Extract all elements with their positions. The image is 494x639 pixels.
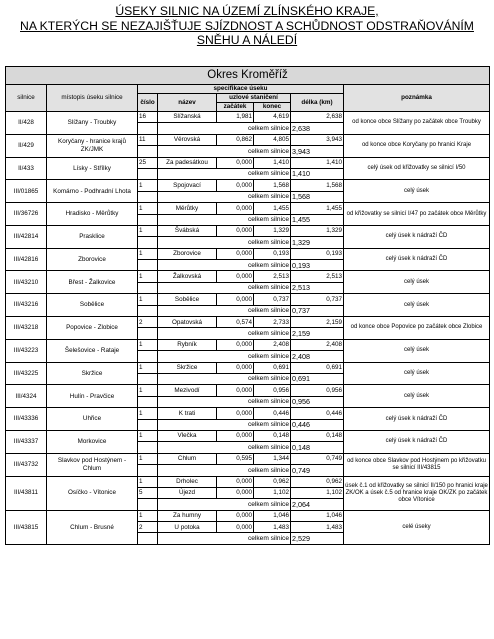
total-label: celkem silnice bbox=[158, 419, 291, 430]
segment-name: Drholec bbox=[158, 476, 217, 487]
table-row bbox=[6, 271, 490, 282]
road-total: 0,691 bbox=[291, 373, 344, 384]
road-note: od konce obce Koryčany po hranici Kraje bbox=[344, 134, 490, 157]
segment-number: 1 bbox=[138, 408, 158, 419]
segment-name: Švábská bbox=[158, 225, 217, 236]
segment-start: 0,000 bbox=[217, 203, 254, 214]
table-row bbox=[6, 248, 490, 259]
road-total: 0,749 bbox=[291, 465, 344, 476]
road-description: Skržice bbox=[47, 362, 138, 385]
table-row bbox=[6, 362, 490, 373]
segment-name: Věrovská bbox=[158, 134, 217, 145]
road-number: II/433 bbox=[6, 157, 47, 180]
segment-length: 1,410 bbox=[291, 157, 344, 168]
total-spacer bbox=[138, 373, 158, 384]
road-total: 2,529 bbox=[291, 533, 344, 544]
total-label: celkem silnice bbox=[158, 123, 291, 134]
header-row-1 bbox=[6, 85, 490, 94]
road-number: II/429 bbox=[6, 134, 47, 157]
segment-end: 1,410 bbox=[254, 157, 291, 168]
segment-name: Zborovice bbox=[158, 248, 217, 259]
road-description: Břest - Žalkovice bbox=[47, 271, 138, 294]
segment-name: U potoka bbox=[158, 522, 217, 533]
road-total: 1,455 bbox=[291, 214, 344, 225]
segment-name: Měrůtky bbox=[158, 203, 217, 214]
road-total: 3,943 bbox=[291, 146, 344, 157]
col-header-nazev: název bbox=[158, 94, 217, 112]
segment-end: 0,446 bbox=[254, 408, 291, 419]
table-row bbox=[6, 430, 490, 441]
road-note: celý úsek bbox=[344, 271, 490, 294]
segment-start: 0,000 bbox=[217, 271, 254, 282]
table-row bbox=[6, 294, 490, 305]
total-spacer bbox=[138, 465, 158, 476]
table-row bbox=[6, 339, 490, 350]
total-label: celkem silnice bbox=[158, 214, 291, 225]
segment-name: Slížanská bbox=[158, 112, 217, 123]
road-total: 0,446 bbox=[291, 419, 344, 430]
total-spacer bbox=[138, 419, 158, 430]
segment-number: 1 bbox=[138, 271, 158, 282]
segment-start: 0,000 bbox=[217, 522, 254, 533]
road-description: Slížany - Troubky bbox=[47, 112, 138, 135]
road-number: III/43210 bbox=[6, 271, 47, 294]
total-label: celkem silnice bbox=[158, 305, 291, 316]
segment-number: 1 bbox=[138, 339, 158, 350]
road-number: III/01865 bbox=[6, 180, 47, 203]
road-note: celý úsek k nádraží ČD bbox=[344, 225, 490, 248]
road-note: od křižovatky se silnicí I/47 po začátek obce Měrůtky bbox=[344, 203, 490, 226]
segment-length: 0,148 bbox=[291, 430, 344, 441]
segment-start: 0,000 bbox=[217, 510, 254, 521]
road-total: 1,568 bbox=[291, 191, 344, 202]
road-number: II/428 bbox=[6, 112, 47, 135]
segment-length: 2,159 bbox=[291, 317, 344, 328]
segment-length: 0,446 bbox=[291, 408, 344, 419]
total-spacer bbox=[138, 282, 158, 293]
col-header-specifikace: specifikace úseku bbox=[138, 85, 344, 94]
table-row bbox=[6, 317, 490, 328]
total-label: celkem silnice bbox=[158, 465, 291, 476]
segment-number: 16 bbox=[138, 112, 158, 123]
road-number: III/43336 bbox=[6, 408, 47, 431]
road-total: 2,064 bbox=[291, 499, 344, 510]
segment-length: 1,102 bbox=[291, 487, 344, 498]
total-label: celkem silnice bbox=[158, 351, 291, 362]
total-label: celkem silnice bbox=[158, 237, 291, 248]
col-header-mistopis: místopis úseku silnice bbox=[47, 85, 138, 112]
total-spacer bbox=[138, 146, 158, 157]
segment-end: 4,805 bbox=[254, 134, 291, 145]
road-description: Uhřice bbox=[47, 408, 138, 431]
segment-length: 0,962 bbox=[291, 476, 344, 487]
total-spacer bbox=[138, 260, 158, 271]
table-row bbox=[6, 510, 490, 521]
total-spacer bbox=[138, 168, 158, 179]
total-label: celkem silnice bbox=[158, 499, 291, 510]
segment-start: 0,862 bbox=[217, 134, 254, 145]
road-total: 2,638 bbox=[291, 123, 344, 134]
table-row bbox=[6, 112, 490, 123]
road-note: od konce obce Popovice po začátek obce Zlobice bbox=[344, 317, 490, 340]
road-note: úsek č.1 od křižovatky se silnicí II/150 po hranici kraje ZK/OK a úsek č.5 od hranice kraje OK/ZK po začátek obce Vítonice bbox=[344, 476, 490, 510]
segment-name: Sobělice bbox=[158, 294, 217, 305]
segment-start: 0,595 bbox=[217, 453, 254, 464]
road-description: Lísky - Střílky bbox=[47, 157, 138, 180]
total-label: celkem silnice bbox=[158, 282, 291, 293]
segment-number: 5 bbox=[138, 487, 158, 498]
segment-end: 0,691 bbox=[254, 362, 291, 373]
col-header-silnice: silnice bbox=[6, 85, 47, 112]
col-header-uzlove: uzlové staničení bbox=[217, 94, 291, 103]
segment-end: 2,513 bbox=[254, 271, 291, 282]
road-note: celý úsek k nádraží ČD bbox=[344, 408, 490, 431]
road-note: od konce obce Slavkov pod Hostýnem po křižovatku se silnicí III/43815 bbox=[344, 453, 490, 476]
segment-start: 0,000 bbox=[217, 408, 254, 419]
total-spacer bbox=[138, 237, 158, 248]
segment-number: 1 bbox=[138, 203, 158, 214]
segment-length: 3,943 bbox=[291, 134, 344, 145]
segment-length: 1,329 bbox=[291, 225, 344, 236]
road-description: Chlum - Brusné bbox=[47, 510, 138, 544]
road-number: III/43223 bbox=[6, 339, 47, 362]
title-line-2: NA KTERÝCH SE NEZAJIŠŤUJE SJÍZDNOST A SCHŮDNOST ODSTRAŇOVÁNÍM bbox=[20, 18, 474, 33]
road-total: 0,193 bbox=[291, 260, 344, 271]
segment-end: 0,962 bbox=[254, 476, 291, 487]
table-row bbox=[6, 157, 490, 168]
segment-length: 2,408 bbox=[291, 339, 344, 350]
road-number: III/42816 bbox=[6, 248, 47, 271]
total-spacer bbox=[138, 328, 158, 339]
segment-start: 0,000 bbox=[217, 362, 254, 373]
segment-start: 0,000 bbox=[217, 487, 254, 498]
road-note: celý úsek bbox=[344, 362, 490, 385]
total-spacer bbox=[138, 214, 158, 225]
road-total: 0,148 bbox=[291, 442, 344, 453]
segment-end: 1,329 bbox=[254, 225, 291, 236]
segment-name: K trati bbox=[158, 408, 217, 419]
road-total: 2,513 bbox=[291, 282, 344, 293]
segment-length: 0,956 bbox=[291, 385, 344, 396]
segment-end: 1,046 bbox=[254, 510, 291, 521]
road-note: celý úsek bbox=[344, 339, 490, 362]
segment-name: Chlum bbox=[158, 453, 217, 464]
total-label: celkem silnice bbox=[158, 373, 291, 384]
road-note: celý úsek bbox=[344, 385, 490, 408]
segment-number: 1 bbox=[138, 225, 158, 236]
road-description: Hradisko - Měrůtky bbox=[47, 203, 138, 226]
segment-number: 2 bbox=[138, 317, 158, 328]
road-description: Morkovice bbox=[47, 430, 138, 453]
road-description: Hulín - Pravčice bbox=[47, 385, 138, 408]
road-total: 2,159 bbox=[291, 328, 344, 339]
total-label: celkem silnice bbox=[158, 146, 291, 157]
segment-name: Vlečka bbox=[158, 430, 217, 441]
segment-number: 1 bbox=[138, 362, 158, 373]
district-title: Okres Kroměříž bbox=[6, 67, 490, 85]
road-note: celý úsek od křižovatky se silnicí I/50 bbox=[344, 157, 490, 180]
segment-name: Spojovací bbox=[158, 180, 217, 191]
road-total: 1,329 bbox=[291, 237, 344, 248]
road-note: celý úsek k nádraží ČD bbox=[344, 248, 490, 271]
segment-start: 0,000 bbox=[217, 157, 254, 168]
segment-start: 1,981 bbox=[217, 112, 254, 123]
segment-number: 1 bbox=[138, 180, 158, 191]
segment-number: 1 bbox=[138, 476, 158, 487]
road-note: celý úsek bbox=[344, 294, 490, 317]
road-note: celý úsek k nádraží ČD bbox=[344, 430, 490, 453]
segment-start: 0,000 bbox=[217, 339, 254, 350]
road-total: 1,410 bbox=[291, 168, 344, 179]
road-description: Šelešovice - Rataje bbox=[47, 339, 138, 362]
segment-length: 1,455 bbox=[291, 203, 344, 214]
road-number: III/42814 bbox=[6, 225, 47, 248]
segment-end: 1,483 bbox=[254, 522, 291, 533]
col-header-poznamka: poznámka bbox=[344, 85, 490, 112]
col-header-zacatek: začátek bbox=[217, 103, 254, 112]
road-number: III/43811 bbox=[6, 476, 47, 510]
segment-end: 0,956 bbox=[254, 385, 291, 396]
table-row bbox=[6, 203, 490, 214]
segment-name: Opatovská bbox=[158, 317, 217, 328]
title-line-3: SNĚHU A NÁLEDÍ bbox=[196, 33, 298, 47]
segment-length: 2,638 bbox=[291, 112, 344, 123]
total-spacer bbox=[138, 191, 158, 202]
segment-start: 0,000 bbox=[217, 294, 254, 305]
segment-start: 0,000 bbox=[217, 225, 254, 236]
segment-length: 0,737 bbox=[291, 294, 344, 305]
segment-end: 2,408 bbox=[254, 339, 291, 350]
segment-end: 1,344 bbox=[254, 453, 291, 464]
table-body bbox=[6, 112, 490, 545]
segment-start: 0,000 bbox=[217, 476, 254, 487]
segment-length: 0,193 bbox=[291, 248, 344, 259]
total-spacer bbox=[138, 499, 158, 510]
total-label: celkem silnice bbox=[158, 442, 291, 453]
segment-start: 0,000 bbox=[217, 180, 254, 191]
district-header-row bbox=[6, 67, 490, 85]
segment-end: 0,148 bbox=[254, 430, 291, 441]
segment-length: 1,046 bbox=[291, 510, 344, 521]
segment-name: Za padesátkou bbox=[158, 157, 217, 168]
total-spacer bbox=[138, 351, 158, 362]
segment-name: Žalkovská bbox=[158, 271, 217, 282]
total-label: celkem silnice bbox=[158, 191, 291, 202]
segment-start: 0,000 bbox=[217, 248, 254, 259]
segment-length: 0,749 bbox=[291, 453, 344, 464]
segment-length: 1,568 bbox=[291, 180, 344, 191]
road-number: III/4324 bbox=[6, 385, 47, 408]
road-total: 0,737 bbox=[291, 305, 344, 316]
segment-start: 0,574 bbox=[217, 317, 254, 328]
road-total: 2,408 bbox=[291, 351, 344, 362]
total-spacer bbox=[138, 396, 158, 407]
segment-number: 1 bbox=[138, 248, 158, 259]
segment-end: 1,455 bbox=[254, 203, 291, 214]
road-number: III/43225 bbox=[6, 362, 47, 385]
col-header-konec: konec bbox=[254, 103, 291, 112]
road-description: Sobělice bbox=[47, 294, 138, 317]
segment-number: 25 bbox=[138, 157, 158, 168]
segment-end: 4,619 bbox=[254, 112, 291, 123]
segment-length: 0,691 bbox=[291, 362, 344, 373]
road-description: Zborovice bbox=[47, 248, 138, 271]
roads-table bbox=[5, 66, 490, 545]
total-label: celkem silnice bbox=[158, 396, 291, 407]
segment-name: Rybník bbox=[158, 339, 217, 350]
table-row bbox=[6, 476, 490, 487]
segment-number: 1 bbox=[138, 453, 158, 464]
road-total: 0,956 bbox=[291, 396, 344, 407]
road-description: Slavkov pod Hostýnem - Chlum bbox=[47, 453, 138, 476]
road-description: Osíčko - Vítonice bbox=[47, 476, 138, 510]
segment-start: 0,000 bbox=[217, 430, 254, 441]
total-label: celkem silnice bbox=[158, 533, 291, 544]
table-row bbox=[6, 408, 490, 419]
road-description: Komárno - Podhradní Lhota bbox=[47, 180, 138, 203]
road-note: celé úseky bbox=[344, 510, 490, 544]
table-row bbox=[6, 134, 490, 145]
table-row bbox=[6, 180, 490, 191]
total-label: celkem silnice bbox=[158, 260, 291, 271]
road-note: celý úsek bbox=[344, 180, 490, 203]
road-description: Popovice - Zlobice bbox=[47, 317, 138, 340]
segment-length: 1,483 bbox=[291, 522, 344, 533]
segment-length: 2,513 bbox=[291, 271, 344, 282]
segment-end: 0,193 bbox=[254, 248, 291, 259]
total-spacer bbox=[138, 123, 158, 134]
total-label: celkem silnice bbox=[158, 168, 291, 179]
table-row bbox=[6, 225, 490, 236]
segment-name: Skržice bbox=[158, 362, 217, 373]
segment-start: 0,000 bbox=[217, 385, 254, 396]
table-row bbox=[6, 453, 490, 464]
segment-number: 1 bbox=[138, 430, 158, 441]
segment-name: Za humny bbox=[158, 510, 217, 521]
road-number: III/43732 bbox=[6, 453, 47, 476]
road-number: III/43337 bbox=[6, 430, 47, 453]
segment-name: Újezd bbox=[158, 487, 217, 498]
table-row bbox=[6, 385, 490, 396]
total-spacer bbox=[138, 442, 158, 453]
total-label: celkem silnice bbox=[158, 328, 291, 339]
segment-end: 2,733 bbox=[254, 317, 291, 328]
road-note: od konce obce Slížany po začátek obce Troubky bbox=[344, 112, 490, 135]
road-description: Prasklice bbox=[47, 225, 138, 248]
segment-name: Mezivodí bbox=[158, 385, 217, 396]
document-title bbox=[0, 4, 494, 48]
segment-number: 11 bbox=[138, 134, 158, 145]
total-spacer bbox=[138, 533, 158, 544]
road-number: III/43216 bbox=[6, 294, 47, 317]
road-number: III/36726 bbox=[6, 203, 47, 226]
segment-number: 1 bbox=[138, 510, 158, 521]
road-number: III/43218 bbox=[6, 317, 47, 340]
road-number: III/43815 bbox=[6, 510, 47, 544]
segment-number: 2 bbox=[138, 522, 158, 533]
road-description: Koryčany - hranice krajů ZK/JMK bbox=[47, 134, 138, 157]
segment-end: 1,568 bbox=[254, 180, 291, 191]
total-spacer bbox=[138, 305, 158, 316]
col-header-cislo: číslo bbox=[138, 94, 158, 112]
segment-number: 1 bbox=[138, 294, 158, 305]
segment-end: 0,737 bbox=[254, 294, 291, 305]
col-header-delka: délka (km) bbox=[291, 94, 344, 112]
segment-end: 1,102 bbox=[254, 487, 291, 498]
title-line-1: ÚSEKY SILNIC NA ÚZEMÍ ZLÍNSKÉHO KRAJE, bbox=[115, 4, 379, 18]
segment-number: 1 bbox=[138, 385, 158, 396]
